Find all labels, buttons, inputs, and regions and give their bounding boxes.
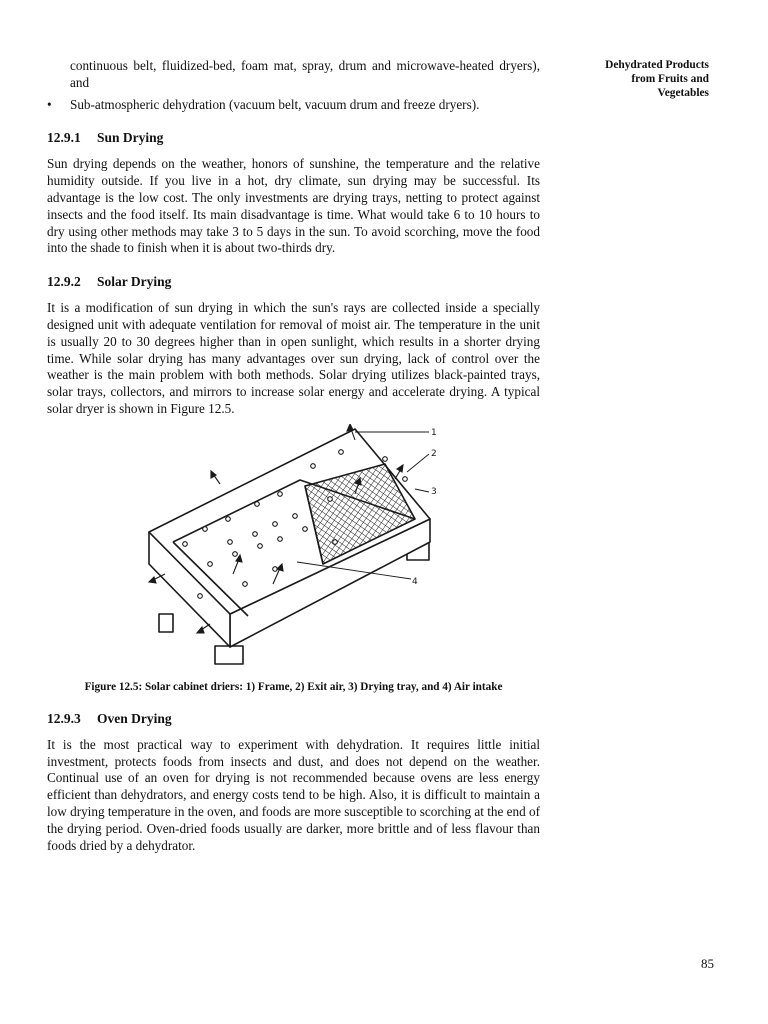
solar-drying-paragraph: It is a modification of sun drying in which the sun's rays are collected inside a specially designed unit with adequate ventilation for removal of moist air. The temperature in the unit is usually 20 to 30 degrees higher than in open sunlight, which results in a shorter drying time. While solar drying has many advantages over sun drying, lack of control over the weather is the main problem with both methods. Solar drying utilizes black-painted trays, solar trays, collectors, and mirrors to increase solar energy and accelerate drying. A typical solar dryer is shown in Figure 12.5.	[47, 300, 540, 416]
figure-label: 1	[431, 427, 437, 438]
section-number: 12.9.2	[47, 274, 81, 290]
running-header	[529, 58, 709, 100]
section-title: Oven Drying	[97, 710, 172, 726]
figure-label: 3	[431, 486, 437, 497]
main-column	[47, 58, 540, 854]
section-heading-oven-drying	[47, 710, 540, 727]
bullet-text: Sub-atmospheric dehydration (vacuum belt, vacuum drum and freeze dryers).	[70, 96, 480, 112]
bullet-item	[47, 97, 540, 114]
page-number: 85	[701, 956, 714, 971]
section-number: 12.9.3	[47, 710, 81, 726]
running-header-line: from Fruits and	[631, 73, 709, 85]
solar-dryer-figure	[47, 424, 540, 674]
solar-cabinet-drier-drawing	[145, 424, 440, 674]
section-title: Sun Drying	[97, 130, 164, 146]
sun-drying-paragraph: Sun drying depends on the weather, honors of sunshine, the temperature and the relative humidity outside. If you live in a hot, dry climate, sun drying may be successful. Its advantage is the low cost. The only investments are drying trays, netting to protect against insects and the food itself. Its main disadvantage is time. What would take 6 to 10 hours to dry using other methods may take 3 to 5 days in the sun. To avoid scorching, move the food into the shade to finish when it is about two-thirds dry.	[47, 156, 540, 256]
bullet-icon: •	[47, 96, 52, 112]
section-title: Solar Drying	[97, 274, 172, 290]
running-header-line: Vegetables	[657, 87, 709, 99]
section-heading-sun-drying	[47, 129, 540, 146]
oven-drying-paragraph: It is the most practical way to experiment with dehydration. It requires little initial investment, protects foods from insects and dust, and does not depend on the weather. Continual use of an oven for drying is not recommended because ovens are less energy efficient than dehydrators, and energy costs tend to be high. Also, it is difficult to maintain a low drying temperature in the oven, and foods are more susceptible to scorching at the end of the drying period. Oven-dried foods usually are darker, more brittle and of less flavour than foods dried by a dehydrator.	[47, 736, 540, 853]
figure-caption: Figure 12.5: Solar cabinet driers: 1) Frame, 2) Exit air, 3) Drying tray, and 4) Air intake	[84, 680, 503, 693]
running-header-line: Dehydrated Products	[605, 59, 709, 71]
intro-continuation: continuous belt, fluidized-bed, foam mat, spray, drum and microwave-heated dryers), and	[70, 58, 540, 90]
figure-label: 4	[412, 576, 418, 587]
figure-label: 2	[431, 448, 437, 459]
section-heading-solar-drying	[47, 273, 540, 290]
section-number: 12.9.1	[47, 130, 81, 146]
